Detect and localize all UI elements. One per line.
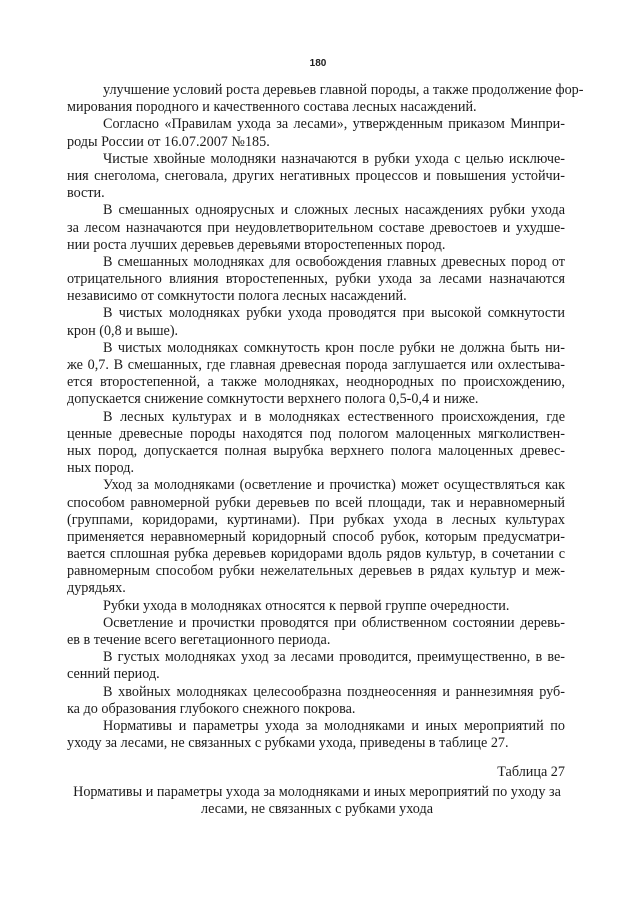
paragraph-line: В густых молодняках уход за лесами проводится, преимущественно, в ве- [103, 649, 565, 666]
paragraph-line: ка до образования глубокого снежного покрова. [67, 700, 356, 717]
table-label: Таблица 27 [497, 764, 565, 780]
table-title [67, 784, 567, 818]
paragraph-line: ния снеголома, снеговала, других негативных процессов и повышения устойчи- [67, 167, 565, 184]
paragraph-line: вости. [67, 185, 105, 202]
paragraph-line: мирования породного и качественного состава лесных насаждений. [67, 99, 477, 116]
paragraph-line: улучшение условий роста деревьев главной породы, а также продолжение фор- [103, 82, 584, 98]
paragraph-line: Рубки ухода в молодняках относятся к первой группе очередности. [103, 597, 510, 614]
paragraph-line: уходу за лесами, не связанных с рубками ухода, приведены в таблице 27. [67, 735, 509, 752]
paragraph-line: роды России от 16.07.2007 №185. [67, 133, 270, 150]
paragraph-line: Чистые хвойные молодняки назначаются в рубки ухода с целью исключе- [103, 150, 565, 167]
paragraph-line: ценные древесные породы находятся под пологом малоценных мягколиствен- [67, 425, 565, 442]
page-number: 180 [309, 58, 327, 69]
paragraph-line: равномерным способом рубки нежелательных деревьев в рядах культур и меж- [67, 563, 565, 580]
paragraph-line: способом равномерной рубки деревьев по всей площади, так и неравномерный [67, 494, 565, 511]
paragraph-line: (группами, коридорами, куртинами). При рубках ухода в лесных культурах [67, 511, 565, 528]
paragraph-line: В чистых молодняках сомкнутость крон после рубки не должна быть ни- [103, 339, 565, 356]
paragraph-line: вается сплошная рубка деревьев коридорами вдоль рядов культур, в сочетании с [67, 546, 565, 563]
paragraph-line: ется второстепенной, а также молодняках, неоднородных по происхождению, [67, 374, 565, 391]
paragraph-line: В хвойных молодняках целесообразна позднеосенняя и раннезимняя руб- [103, 683, 565, 700]
paragraph-line: крон (0,8 и выше). [67, 322, 179, 339]
paragraph-line: дурядьях. [67, 580, 126, 597]
paragraph-line: В смешанных молодняках для освобождения главных древесных пород от [103, 253, 565, 270]
paragraph-line: применяется неравномерный коридорный способ рубок, которым предусматри- [67, 528, 565, 545]
paragraph-line: Осветление и прочистки проводятся при облиственном состоянии деревь- [103, 614, 565, 631]
paragraph-line: нии роста лучших деревьев деревьями второстепенных пород. [67, 236, 446, 253]
paragraph-line: Согласно «Правилам ухода за лесами», утвержденным приказом Минпри- [103, 116, 565, 133]
paragraph-line: Нормативы и параметры ухода за молодняками и иных мероприятий по [103, 717, 565, 734]
paragraph-line: сенний период. [67, 666, 160, 683]
table-title-line: Нормативы и параметры ухода за молодняками и иных мероприятий по уходу за [73, 784, 561, 800]
table-title-line: лесами, не связанных с рубками ухода [200, 801, 433, 818]
paragraph-line: отрицательного влияния второстепенных, рубки ухода за лесами назначаются [67, 271, 565, 288]
paragraph-line: допускается снижение сомкнутости верхнего полога 0,5-0,4 и ниже. [67, 391, 479, 408]
paragraph-line: ных пород, допускается полная вырубка верхнего полога малоценных древес- [67, 442, 565, 459]
paragraph-line: ных пород. [67, 460, 134, 477]
paragraph-line: ев в течение всего вегетационного периода. [67, 632, 331, 648]
paragraph-line: независимо от сомкнутости полога лесных насаждений. [67, 288, 407, 305]
paragraph-line: за лесом назначаются при неудовлетворительном составе древостоев и ухудше- [67, 219, 565, 236]
document-body [67, 82, 584, 752]
paragraph-line: В чистых молодняках рубки ухода проводятся при высокой сомкнутости [103, 305, 565, 322]
paragraph-line: В лесных культурах и в молодняках естественного происхождения, где [103, 408, 565, 425]
paragraph-line: В смешанных одноярусных и сложных лесных насаждениях рубки ухода [103, 202, 565, 219]
paragraph-line: же 0,7. В смешанных, где главная древесная порода заглушается или охлестыва- [67, 357, 565, 373]
paragraph-line: Уход за молодняками (осветление и прочистка) может осуществляться как [103, 477, 565, 494]
